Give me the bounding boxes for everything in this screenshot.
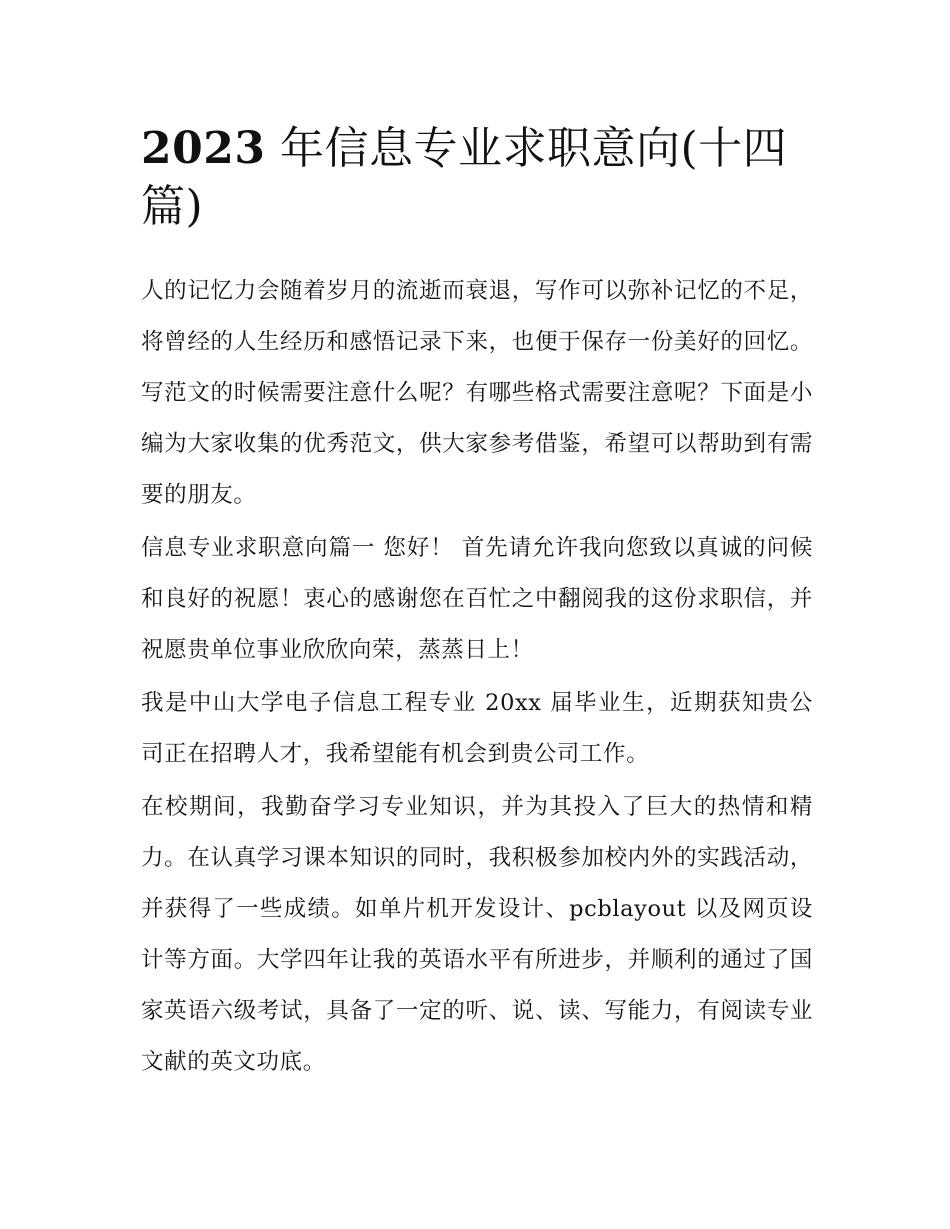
document-title-year: 2023: [141, 123, 266, 174]
intro-paragraph: 人的记忆力会随着岁月的流逝而衰退，写作可以弥补记忆的不足，将曾经的人生经历和感悟记录下来，也便于保存一份美好的回忆。写范文的时候需要注意什么呢？有哪些格式需要注意呢？下面是小编为大家收集的优秀范文，供大家参考借鉴，希望可以帮助到有需要的朋友。: [141, 278, 813, 508]
study-experience-paragraph: 在校期间，我勤奋学习专业知识，并为其投入了巨大的热情和精力。在认真学习课本知识的同时，我积极参加校内外的实践活动，并获得了一些成绩。如单片机开发设计、pcblayout 以及网页设计等方面。大学四年让我的英语水平有所进步，并顺利的通过了国家英语六级考试，具备了一定的听、说、读、写能力，有阅读专业文献的英文功底。: [141, 794, 813, 1075]
document-title: [141, 120, 813, 236]
introduction-paragraph: 我是中山大学电子信息工程专业 20xx 届毕业生，近期获知贵公司正在招聘人才，我希望能有机会到贵公司工作。: [141, 690, 813, 767]
document-body: [141, 266, 813, 1088]
document-title-text: 年信息专业求职意向(十四篇): [141, 123, 788, 232]
document-content: [141, 120, 813, 1090]
greeting-paragraph: 信息专业求职意向篇一 您好！ 首先请允许我向您致以真诚的问候和良好的祝愿！衷心的感谢您在百忙之中翻阅我的这份求职信，并祝愿贵单位事业欣欣向荣，蒸蒸日上！: [141, 535, 813, 663]
